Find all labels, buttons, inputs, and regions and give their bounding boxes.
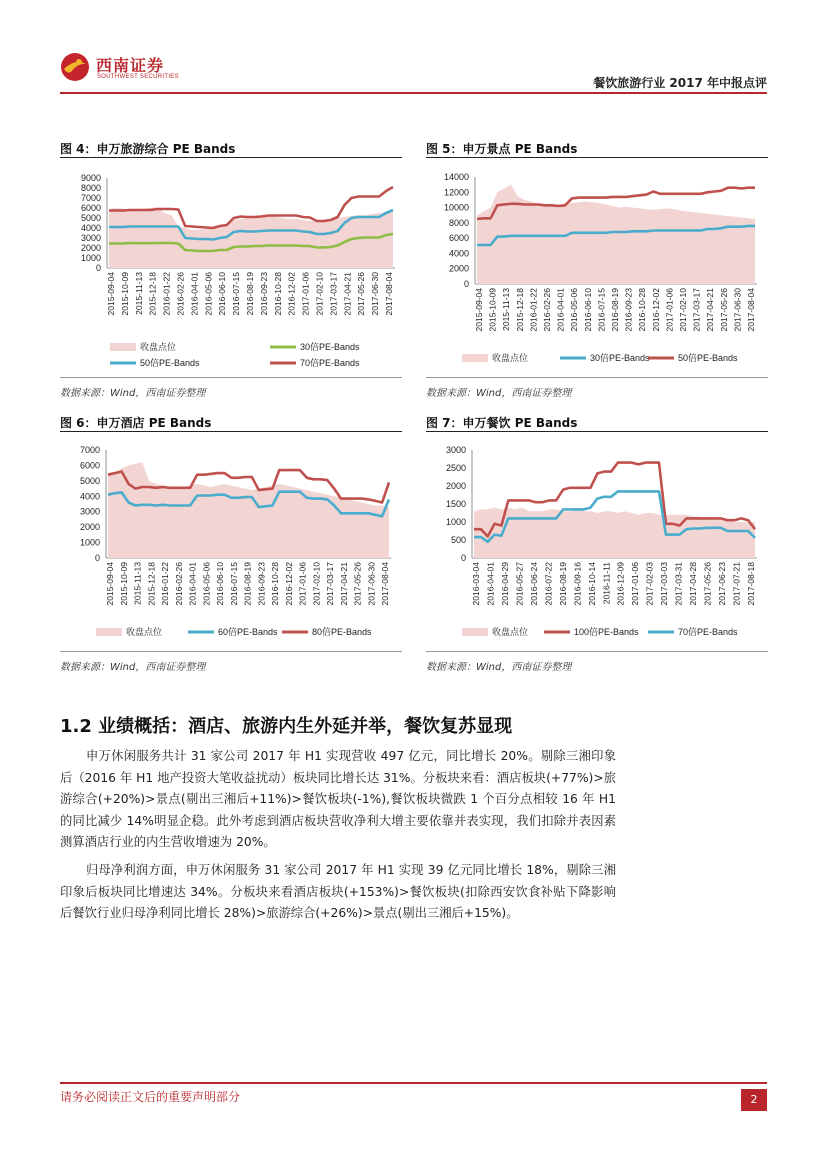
x-tick-label: 2017-01-06 <box>630 562 641 606</box>
figure-4-top-rule <box>60 157 402 158</box>
legend-label: 60倍PE-Bands <box>218 627 278 637</box>
x-tick-label: 2016-07-22 <box>543 562 554 606</box>
y-tick-label: 2000 <box>79 522 100 533</box>
x-tick-label: 2017-03-31 <box>673 562 684 606</box>
y-tick-label: 1000 <box>445 517 466 527</box>
x-tick-label: 2016-05-06 <box>569 288 580 332</box>
logo-name: 西南证券 <box>96 56 165 75</box>
x-tick-label: 2017-06-30 <box>732 288 743 332</box>
x-tick-label: 2017-06-30 <box>370 272 381 316</box>
logo-english: SOUTHWEST SECURITIES <box>97 74 179 80</box>
x-tick-label: 2017-03-17 <box>325 562 335 606</box>
x-tick-label: 2016-10-14 <box>586 562 597 606</box>
y-tick-label: 12000 <box>443 187 469 198</box>
x-tick-label: 2015-09-04 <box>106 272 116 316</box>
legend-label: 收盘点位 <box>140 342 177 352</box>
x-tick-label: 2017-04-21 <box>342 272 353 316</box>
x-tick-label: 2015-11-13 <box>501 288 512 331</box>
x-tick-label: 2017-05-26 <box>352 562 363 606</box>
x-tick-label: 2016-08-19 <box>242 562 253 606</box>
x-tick-label: 2017-01-06 <box>297 562 308 606</box>
y-tick-label: 2000 <box>448 263 469 274</box>
legend-label: 50倍PE-Bands <box>678 353 738 363</box>
x-tick-label: 2016-04-01 <box>555 288 566 332</box>
x-tick-label: 2015-12-18 <box>147 272 158 316</box>
legend-label: 70倍PE-Bands <box>678 627 738 637</box>
x-tick-label: 2016-04-29 <box>499 562 510 606</box>
figure-4-bottom-rule <box>60 377 402 378</box>
y-tick-label: 6000 <box>80 203 101 213</box>
x-tick-label: 2017-05-26 <box>702 562 713 606</box>
y-tick-label: 500 <box>450 535 466 545</box>
legend-label: 30倍PE-Bands <box>590 353 650 363</box>
x-tick-label: 2017-08-04 <box>384 272 394 316</box>
legend-label: 收盘点位 <box>492 353 529 363</box>
footer-notice: 请务必阅读正文后的重要声明部分 <box>60 1090 241 1104</box>
figure-6-chart <box>60 434 402 649</box>
x-tick-label: 2017-04-21 <box>705 288 716 332</box>
closing-index-area <box>477 185 755 284</box>
figure-7-source: 数据来源：Wind，西南证券整理 <box>426 662 572 673</box>
x-tick-label: 2016-06-24 <box>528 562 539 606</box>
paragraph-net-profit: 归母净利润方面，申万休闲服务 31 家公司 2017 年 H1 实现 39 亿元同比增长 18%，剔除三湘印象后板块同比增速达 34%。分板块来看酒店板块(+153%)>餐饮板块(扣除西安饮食补贴下降影响后餐饮行业归母净利同比增长 28%)>旅游综合(+26%)>景点(剔出三湘后+15%)。 <box>60 863 616 920</box>
legend-label: 收盘点位 <box>492 627 529 637</box>
figure-6-title: 图 6：申万酒店 PE Bands <box>60 416 212 430</box>
header-divider <box>60 92 767 94</box>
x-tick-label: 2016-08-19 <box>557 562 568 606</box>
legend-swatch <box>462 354 488 362</box>
x-tick-label: 2016-09-23 <box>258 272 269 316</box>
y-tick-label: 4000 <box>448 248 469 259</box>
figure-7-top-rule <box>426 431 768 432</box>
x-tick-label: 2017-07-21 <box>731 562 742 606</box>
x-tick-label: 2017-06-23 <box>717 562 728 606</box>
figure-7-bottom-rule <box>426 651 768 652</box>
x-tick-label: 2017-06-30 <box>366 562 377 606</box>
legend-label: 100倍PE-Bands <box>574 627 639 637</box>
x-tick-label: 2016-12-02 <box>650 288 661 332</box>
x-tick-label: 2016-12-02 <box>286 272 297 316</box>
x-tick-label: 2016-09-23 <box>623 288 634 332</box>
x-tick-label: 2016-09-16 <box>572 562 583 606</box>
x-tick-label: 2016-02-26 <box>173 562 184 606</box>
figure-5-title: 图 5：申万景点 PE Bands <box>426 142 578 156</box>
x-tick-label: 2015-12-18 <box>514 288 525 332</box>
legend-label: 收盘点位 <box>126 627 163 637</box>
x-tick-label: 2017-04-21 <box>338 562 349 606</box>
y-tick-label: 3000 <box>445 445 466 455</box>
x-tick-label: 2016-05-06 <box>201 562 212 606</box>
y-tick-label: 7000 <box>79 445 100 455</box>
y-tick-label: 0 <box>95 263 101 273</box>
x-tick-label: 2016-01-22 <box>160 562 170 606</box>
y-tick-label: 2000 <box>80 243 101 253</box>
y-tick-label: 0 <box>463 279 469 289</box>
report-title: 餐饮旅游行业 2017 年中报点评 <box>593 76 767 90</box>
figure-5-top-rule <box>426 157 768 158</box>
x-tick-label: 2016-11-11 <box>601 562 612 605</box>
closing-index-area <box>474 508 755 558</box>
x-tick-label: 2015-10-09 <box>119 272 130 316</box>
y-tick-label: 0 <box>460 553 466 563</box>
figure-6-source: 数据来源：Wind，西南证券整理 <box>60 662 206 673</box>
legend-swatch <box>96 628 122 636</box>
logo-emblem-icon <box>60 52 90 82</box>
x-tick-label: 2016-07-15 <box>596 288 607 332</box>
figure-4-title: 图 4：申万旅游综合 PE Bands <box>60 142 236 156</box>
y-tick-label: 7000 <box>80 193 101 203</box>
x-tick-label: 2017-03-03 <box>659 562 670 606</box>
figure-7-title: 图 7：申万餐饮 PE Bands <box>426 416 578 430</box>
x-tick-label: 2016-04-01 <box>189 272 200 316</box>
x-tick-label: 2016-01-22 <box>528 288 539 332</box>
x-tick-label: 2017-02-10 <box>678 288 688 332</box>
y-tick-label: 2500 <box>445 463 466 473</box>
x-tick-label: 2016-12-09 <box>615 562 626 606</box>
x-tick-label: 2016-12-02 <box>283 562 294 606</box>
y-tick-label: 1000 <box>80 253 101 263</box>
legend-label: 80倍PE-Bands <box>312 627 372 637</box>
x-tick-label: 2015-12-18 <box>146 562 157 606</box>
x-tick-label: 2017-04-28 <box>688 562 699 606</box>
x-tick-label: 2016-06-10 <box>582 288 593 332</box>
y-tick-label: 4000 <box>79 491 100 502</box>
y-tick-label: 5000 <box>79 475 100 486</box>
figure-6-top-rule <box>60 431 402 432</box>
y-tick-label: 8000 <box>448 217 469 228</box>
legend-swatch <box>110 343 136 351</box>
figure-4-chart <box>60 160 402 375</box>
x-tick-label: 2016-05-27 <box>514 562 525 606</box>
y-tick-label: 2000 <box>445 481 466 491</box>
legend-label: 30倍PE-Bands <box>300 342 360 352</box>
x-tick-label: 2017-08-04 <box>746 288 756 332</box>
y-tick-label: 6000 <box>79 460 100 471</box>
figure-7-chart <box>426 434 768 649</box>
x-tick-label: 2015-10-09 <box>487 288 498 332</box>
x-tick-label: 2015-11-13 <box>133 272 144 315</box>
y-tick-label: 1500 <box>445 499 466 509</box>
figure-5-chart <box>426 160 768 375</box>
legend-label: 50倍PE-Bands <box>140 358 200 368</box>
x-tick-label: 2016-10-28 <box>637 288 648 332</box>
x-tick-label: 2017-03-17 <box>328 272 339 316</box>
figure-5-source: 数据来源：Wind，西南证券整理 <box>426 388 572 399</box>
x-tick-label: 2016-07-15 <box>231 272 242 316</box>
x-tick-label: 2016-08-19 <box>610 288 620 332</box>
y-tick-label: 5000 <box>80 213 101 223</box>
x-tick-label: 2016-02-26 <box>175 272 186 316</box>
paragraph-revenue: 申万休闲服务共计 31 家公司 2017 年 H1 实现营收 497 亿元，同比增长 20%。剔除三湘印象后（2016 年 H1 地产投资大笔收益扰动）板块同比增长达 31%。分板块来看：酒店板块(+77%)>旅游综合(+20%)>景点(剔出三湘后+11%)>餐饮板块(-1%),餐饮板块微跌 1 个百分点相较 16 年 H1 的同比减少 14%明显企稳。此外考虑到酒店板块营收净利大增主要依靠并表实现，我们扣除并表因素测算酒店行业的内生营收增速为 20%。 <box>60 749 616 849</box>
x-tick-label: 2017-03-17 <box>691 288 702 332</box>
x-tick-label: 2015-09-04 <box>474 288 484 332</box>
y-tick-label: 0 <box>94 553 100 563</box>
figure-5-bottom-rule <box>426 377 768 378</box>
x-tick-label: 2017-02-10 <box>314 272 325 316</box>
y-tick-label: 10000 <box>443 202 469 213</box>
x-tick-label: 2016-06-10 <box>215 562 225 606</box>
figure-4-source: 数据来源：Wind，西南证券整理 <box>60 388 206 399</box>
y-tick-label: 3000 <box>79 506 100 517</box>
x-tick-label: 2016-10-28 <box>270 562 280 606</box>
legend-swatch <box>462 628 488 636</box>
x-tick-label: 2017-05-26 <box>356 272 367 316</box>
x-tick-label: 2016-03-04 <box>471 562 481 606</box>
x-tick-label: 2016-09-23 <box>256 562 267 606</box>
x-tick-label: 2016-06-10 <box>217 272 228 316</box>
x-tick-label: 2017-08-04 <box>380 562 390 606</box>
x-tick-label: 2017-01-06 <box>664 288 675 332</box>
x-tick-label: 2016-07-15 <box>228 562 239 606</box>
brand-logo <box>60 50 180 86</box>
y-tick-label: 14000 <box>443 172 469 182</box>
x-tick-label: 2017-02-10 <box>311 562 322 606</box>
y-tick-label: 8000 <box>80 183 101 193</box>
x-tick-label: 2017-08-18 <box>746 562 756 606</box>
page-number: 2 <box>741 1089 767 1111</box>
y-tick-label: 1000 <box>79 537 100 548</box>
y-tick-label: 6000 <box>448 233 469 244</box>
x-tick-label: 2016-01-22 <box>161 272 172 316</box>
x-tick-label: 2016-02-26 <box>542 288 552 332</box>
figure-6-bottom-rule <box>60 651 402 652</box>
x-tick-label: 2016-04-01 <box>187 562 198 606</box>
x-tick-label: 2015-09-04 <box>105 562 115 606</box>
x-tick-label: 2016-08-19 <box>245 272 255 316</box>
x-tick-label: 2015-10-09 <box>118 562 129 606</box>
x-tick-label: 2017-01-06 <box>300 272 311 316</box>
x-tick-label: 2017-05-26 <box>718 288 729 332</box>
x-tick-label: 2016-04-01 <box>485 562 496 606</box>
x-tick-label: 2016-10-28 <box>272 272 283 316</box>
x-tick-label: 2017-02-03 <box>644 562 655 606</box>
y-tick-label: 3000 <box>80 233 101 243</box>
x-tick-label: 2016-05-06 <box>203 272 214 316</box>
y-tick-label: 4000 <box>80 223 101 233</box>
section-heading: 1.2 业绩概括：酒店、旅游内生外延并举，餐饮复苏显现 <box>60 716 513 737</box>
y-tick-label: 9000 <box>80 173 101 183</box>
x-tick-label: 2015-11-13 <box>132 562 143 605</box>
footer-divider <box>60 1082 767 1084</box>
legend-label: 70倍PE-Bands <box>300 358 360 368</box>
